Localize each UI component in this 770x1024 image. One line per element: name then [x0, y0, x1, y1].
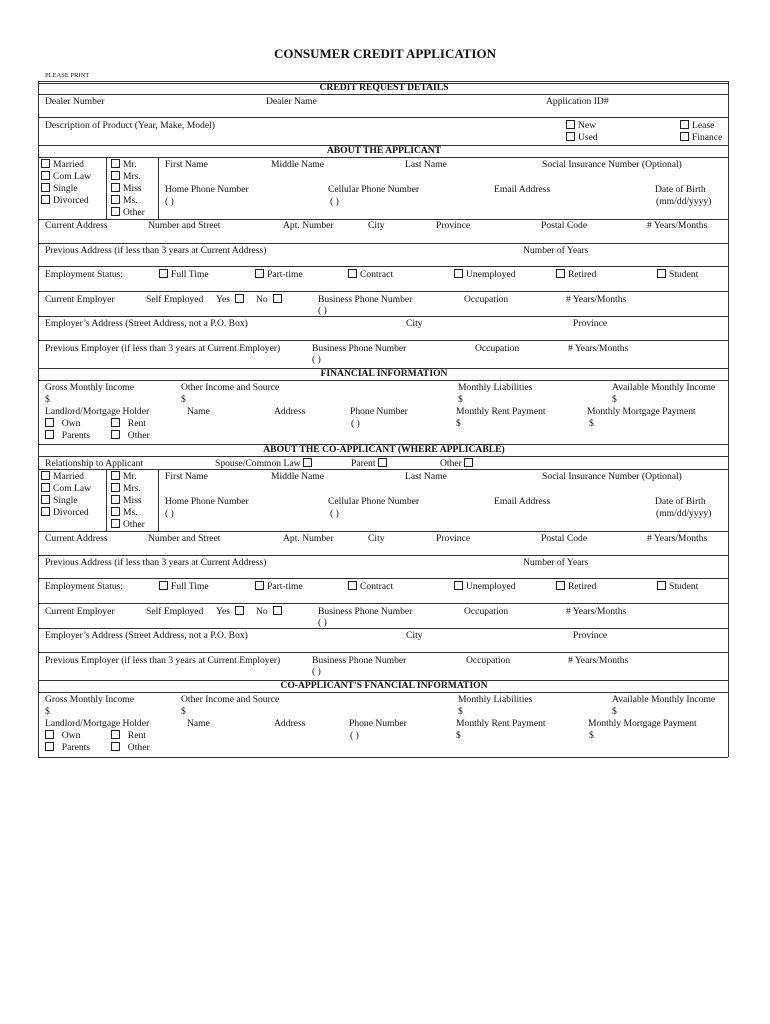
- landlord-phone-label: Phone Number: [350, 406, 408, 417]
- co-landlord-phone-paren: ( ): [350, 730, 359, 741]
- co-previous-employer-field[interactable]: Previous Employer (if less than 3 years at Current Employer): [45, 655, 281, 666]
- mortgage-payment-dollar: $: [589, 418, 594, 429]
- section-applicant: ABOUT THE APPLICANT: [326, 145, 442, 156]
- co-own-checkbox[interactable]: Own: [45, 730, 80, 742]
- self-employed-no-checkbox[interactable]: No: [256, 294, 285, 306]
- co-mortgage-payment-label: Monthly Mortgage Payment: [588, 718, 697, 729]
- co-other-income-field[interactable]: Other Income and Source: [181, 694, 280, 705]
- co-student-checkbox[interactable]: Student: [657, 581, 698, 593]
- co-cell-phone-field[interactable]: Cellular Phone Number: [328, 496, 420, 507]
- section-coapplicant: ABOUT THE CO-APPLICANT (WHERE APPLICABLE): [263, 444, 505, 455]
- middle-name-field[interactable]: Middle Name: [271, 159, 325, 170]
- co-single-checkbox[interactable]: Single: [41, 495, 78, 507]
- liabilities-dollar: $: [458, 394, 463, 405]
- number-years-label: Number of Years: [523, 245, 589, 256]
- co-employer-address-field[interactable]: Employer’s Address (Street Address, not a P.O. Box): [45, 630, 248, 641]
- employment-status-label: Employment Status:: [45, 269, 124, 280]
- co-employment-status-label: Employment Status:: [45, 581, 124, 592]
- prev-business-phone-label: Business Phone Number: [312, 343, 407, 354]
- co-sin-field[interactable]: Social Insurance Number (Optional): [542, 471, 682, 482]
- other-housing-checkbox[interactable]: Other: [111, 430, 150, 442]
- co-email-field[interactable]: Email Address: [494, 496, 551, 507]
- cell-phone-field[interactable]: Cellular Phone Number: [328, 184, 420, 195]
- landlord-name-label: Name: [187, 406, 210, 417]
- co-postal-label: Postal Code: [541, 533, 588, 544]
- co-prev-business-phone-paren: ( ): [312, 666, 321, 677]
- co-gross-income-dollar: $: [45, 706, 50, 717]
- years-months-label: # Years/Months: [647, 220, 708, 231]
- co-liabilities-dollar: $: [458, 706, 463, 717]
- landlord-phone-paren: ( ): [351, 418, 360, 429]
- previous-employer-field[interactable]: Previous Employer (if less than 3 years at Current Employer): [45, 343, 281, 354]
- co-landlord-name-label: Name: [187, 718, 210, 729]
- employer-address-field[interactable]: Employer’s Address (Street Address, not a P.O. Box): [45, 318, 248, 329]
- co-miss-checkbox[interactable]: Miss: [111, 495, 142, 507]
- co-landlord-address-label: Address: [274, 718, 306, 729]
- email-field[interactable]: Email Address: [494, 184, 551, 195]
- co-mr-checkbox[interactable]: Mr.: [111, 471, 137, 483]
- form-title: CONSUMER CREDIT APPLICATION: [274, 46, 496, 61]
- other-income-field[interactable]: Other Income and Source: [181, 382, 280, 393]
- relationship-field: Relationship to Applicant: [45, 458, 144, 469]
- co-prev-years-label: # Years/Months: [568, 655, 629, 666]
- co-middle-name-field[interactable]: Middle Name: [271, 471, 325, 482]
- current-address-field[interactable]: Current Address: [45, 220, 108, 231]
- business-phone-field[interactable]: Business Phone Number: [318, 294, 413, 305]
- available-income-dollar: $: [612, 394, 617, 405]
- home-phone-field[interactable]: Home Phone Number: [165, 184, 249, 195]
- co-employer-province-label: Province: [573, 630, 608, 641]
- occupation-field[interactable]: Occupation: [464, 294, 509, 305]
- student-checkbox[interactable]: Student: [657, 269, 698, 281]
- co-available-income-field[interactable]: Available Monthly Income: [612, 694, 716, 705]
- co-available-income-dollar: $: [612, 706, 617, 717]
- divorced-checkbox[interactable]: Divorced: [41, 195, 89, 207]
- section-financial: FINANCIAL INFORMATION: [320, 368, 448, 379]
- dob-field[interactable]: Date of Birth: [655, 184, 706, 195]
- co-prev-occupation-label: Occupation: [466, 655, 511, 666]
- apt-label: Apt. Number: [283, 220, 334, 231]
- co-employer-years-label: # Years/Months: [566, 606, 627, 617]
- co-landlord-field[interactable]: Landlord/Mortgage Holder: [45, 718, 150, 729]
- mr-checkbox[interactable]: Mr.: [111, 159, 137, 171]
- dob-format: (mm/dd/yyyy): [656, 196, 712, 207]
- co-rent-payment-label: Monthly Rent Payment: [456, 718, 546, 729]
- business-phone-paren: ( ): [318, 305, 327, 316]
- married-checkbox[interactable]: Married: [41, 159, 84, 171]
- landlord-field[interactable]: Landlord/Mortgage Holder: [45, 406, 150, 417]
- please-print-note: PLEASE PRINT: [45, 72, 90, 79]
- last-name-field[interactable]: Last Name: [405, 159, 447, 170]
- other-income-dollar: $: [181, 394, 186, 405]
- co-apt-label: Apt. Number: [283, 533, 334, 544]
- gross-income-dollar: $: [45, 394, 50, 405]
- dealer-number-field[interactable]: Dealer Number: [45, 96, 105, 107]
- co-parents-checkbox[interactable]: Parents: [45, 742, 90, 754]
- lease-checkbox[interactable]: Lease: [680, 120, 714, 132]
- com-law-checkbox[interactable]: Com Law: [41, 171, 91, 183]
- contract-checkbox[interactable]: Contract: [348, 269, 393, 281]
- own-checkbox[interactable]: Own: [45, 418, 80, 430]
- sin-field[interactable]: Social Insurance Number (Optional): [542, 159, 682, 170]
- section-credit-request: CREDIT REQUEST DETAILS: [319, 82, 449, 93]
- co-part-time-checkbox[interactable]: Part-time: [255, 581, 303, 593]
- co-previous-address-field[interactable]: Previous Address (if less than 3 years at Current Address): [45, 557, 267, 568]
- co-first-name-field[interactable]: First Name: [165, 471, 208, 482]
- co-married-checkbox[interactable]: Married: [41, 471, 84, 483]
- co-prev-business-phone-label: Business Phone Number: [312, 655, 407, 666]
- finance-checkbox[interactable]: Finance: [680, 132, 722, 144]
- co-self-employed-no-checkbox[interactable]: No: [256, 606, 285, 618]
- co-number-years-label: Number of Years: [523, 557, 589, 568]
- co-com-law-checkbox[interactable]: Com Law: [41, 483, 91, 495]
- cell-phone-paren: ( ): [330, 196, 339, 207]
- co-ms-checkbox[interactable]: Ms.: [111, 507, 138, 519]
- current-employer-field[interactable]: Current Employer: [45, 294, 115, 305]
- miss-checkbox[interactable]: Miss: [111, 183, 142, 195]
- co-divorced-checkbox[interactable]: Divorced: [41, 507, 89, 519]
- part-time-checkbox[interactable]: Part-time: [255, 269, 303, 281]
- co-city-label: City: [368, 533, 385, 544]
- co-business-phone-field[interactable]: Business Phone Number: [318, 606, 413, 617]
- co-business-phone-paren: ( ): [318, 617, 327, 628]
- co-self-employed-yes-checkbox[interactable]: Yes: [216, 606, 247, 618]
- rent-payment-dollar: $: [456, 418, 461, 429]
- co-home-phone-field[interactable]: Home Phone Number: [165, 496, 249, 507]
- co-cell-phone-paren: ( ): [330, 508, 339, 519]
- landlord-address-label: Address: [274, 406, 306, 417]
- unemployed-checkbox[interactable]: Unemployed: [454, 269, 516, 281]
- co-number-street-label: Number and Street: [148, 533, 221, 544]
- prev-business-phone-paren: ( ): [312, 354, 321, 365]
- co-other-housing-checkbox[interactable]: Other: [111, 742, 150, 754]
- rent-checkbox[interactable]: Rent: [111, 418, 146, 430]
- co-employer-city-label: City: [406, 630, 423, 641]
- prev-occupation-label: Occupation: [475, 343, 520, 354]
- dealer-name-field[interactable]: Dealer Name: [266, 96, 317, 107]
- province-label: Province: [436, 220, 471, 231]
- used-checkbox[interactable]: Used: [566, 132, 598, 144]
- new-checkbox[interactable]: New: [566, 120, 596, 132]
- employer-city-label: City: [406, 318, 423, 329]
- monthly-liabilities-field[interactable]: Monthly Liabilities: [458, 382, 533, 393]
- co-self-employed-label: Self Employed: [146, 606, 204, 617]
- self-employed-label: Self Employed: [146, 294, 204, 305]
- first-name-field[interactable]: First Name: [165, 159, 208, 170]
- self-employed-yes-checkbox[interactable]: Yes: [216, 294, 247, 306]
- prev-years-label: # Years/Months: [568, 343, 629, 354]
- co-retired-checkbox[interactable]: Retired: [556, 581, 596, 593]
- co-rent-checkbox[interactable]: Rent: [111, 730, 146, 742]
- co-landlord-phone-label: Phone Number: [349, 718, 407, 729]
- employer-province-label: Province: [573, 318, 608, 329]
- co-dob-field[interactable]: Date of Birth: [655, 496, 706, 507]
- postal-label: Postal Code: [541, 220, 588, 231]
- co-last-name-field[interactable]: Last Name: [405, 471, 447, 482]
- available-income-field[interactable]: Available Monthly Income: [612, 382, 716, 393]
- other-relationship-checkbox[interactable]: Other: [440, 458, 476, 470]
- co-home-phone-paren: ( ): [165, 508, 174, 519]
- parent-checkbox[interactable]: Parent: [351, 458, 390, 470]
- single-checkbox[interactable]: Single: [41, 183, 78, 195]
- co-other-title-checkbox[interactable]: Other: [111, 519, 145, 531]
- section-co-financial: CO-APPLICANT'S FNANCIAL INFORMATION: [280, 680, 488, 691]
- co-province-label: Province: [436, 533, 471, 544]
- retired-checkbox[interactable]: Retired: [556, 269, 596, 281]
- co-monthly-liabilities-field[interactable]: Monthly Liabilities: [458, 694, 533, 705]
- application-id-field[interactable]: Application ID#: [546, 96, 609, 107]
- co-mrs-checkbox[interactable]: Mrs.: [111, 483, 141, 495]
- rent-payment-label: Monthly Rent Payment: [456, 406, 546, 417]
- co-full-time-checkbox[interactable]: Full Time: [159, 581, 209, 593]
- other-title-checkbox[interactable]: Other: [111, 207, 145, 219]
- number-street-label: Number and Street: [148, 220, 221, 231]
- co-unemployed-checkbox[interactable]: Unemployed: [454, 581, 516, 593]
- co-years-months-label: # Years/Months: [647, 533, 708, 544]
- parents-checkbox[interactable]: Parents: [45, 430, 90, 442]
- previous-address-field[interactable]: Previous Address (if less than 3 years at Current Address): [45, 245, 267, 256]
- co-occupation-field[interactable]: Occupation: [464, 606, 509, 617]
- co-dob-format: (mm/dd/yyyy): [656, 508, 712, 519]
- co-other-income-dollar: $: [181, 706, 186, 717]
- product-description-field[interactable]: Description of Product (Year, Make, Model): [45, 120, 215, 131]
- co-mortgage-payment-dollar: $: [589, 730, 594, 741]
- employer-years-label: # Years/Months: [566, 294, 627, 305]
- co-rent-payment-dollar: $: [456, 730, 461, 741]
- full-time-checkbox[interactable]: Full Time: [159, 269, 209, 281]
- co-gross-income-field[interactable]: Gross Monthly Income: [45, 694, 134, 705]
- mortgage-payment-label: Monthly Mortgage Payment: [587, 406, 696, 417]
- spouse-checkbox[interactable]: Spouse/Common Law: [215, 458, 315, 470]
- co-current-address-field[interactable]: Current Address: [45, 533, 108, 544]
- co-current-employer-field[interactable]: Current Employer: [45, 606, 115, 617]
- gross-income-field[interactable]: Gross Monthly Income: [45, 382, 134, 393]
- city-label: City: [368, 220, 385, 231]
- mrs-checkbox[interactable]: Mrs.: [111, 171, 141, 183]
- ms-checkbox[interactable]: Ms.: [111, 195, 138, 207]
- co-contract-checkbox[interactable]: Contract: [348, 581, 393, 593]
- home-phone-paren: ( ): [165, 196, 174, 207]
